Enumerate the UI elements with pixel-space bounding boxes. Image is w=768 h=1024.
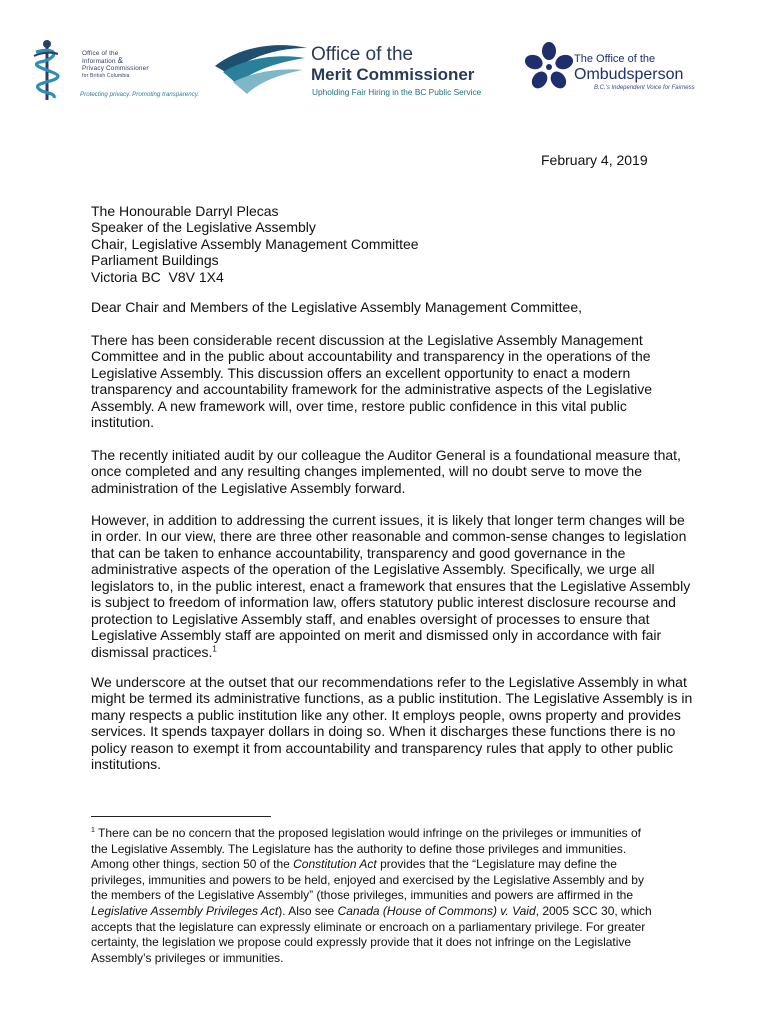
text-line: policy reason to exempt it from accountability and transparency rules that apply to other public <box>91 739 674 756</box>
text-line: institutions. <box>91 756 162 773</box>
oipc-logo <box>28 36 208 106</box>
address-line: Chair, Legislative Assembly Management Committee <box>91 235 419 252</box>
text-line: There has been considerable recent discussion at the Legislative Assembly Management <box>91 332 643 348</box>
address-line: Parliament Buildings <box>91 252 219 269</box>
merit-title-line2: Merit Commissioner <box>311 65 475 84</box>
text-line: administrative aspects of the operation of the Legislative Assembly. Specifically, we urge all <box>91 561 655 578</box>
address-line: Victoria BC V8V 1X4 <box>91 268 224 285</box>
footnote-mark: 1 <box>91 827 95 834</box>
text-line: However, in addition to addressing the current issues, it is likely that longer term changes will be <box>91 512 685 528</box>
footnote-line: certainty, the legislation we propose could expressly provide that it does not infringe on the Legislative <box>91 935 632 950</box>
text-line: Committee and in the public about accountability and transparency in the operations of the <box>91 348 651 365</box>
text-line: might be termed its administrative functions, as a public institution. The Legislative Assembly is in <box>91 690 693 707</box>
footnote-line: $^1$ There can be no concern that the proposed legislation would infringe on the privileges or immunities of <box>91 826 642 840</box>
text-line: We underscore at the outset that our recommendations refer to the Legislative Assembly in what <box>91 674 687 690</box>
text-line: administration of the Legislative Assembly forward. <box>91 479 406 496</box>
caduceus-icon <box>28 36 78 106</box>
swoosh-icon <box>213 40 308 100</box>
merit-commissioner-logo <box>213 40 493 100</box>
dogwood-flower-icon <box>524 42 574 92</box>
footnote-line: Assembly’s privileges or immunities. <box>91 950 284 965</box>
ombud-title-line2: Ombudsperson <box>574 66 684 83</box>
paragraph-4 <box>91 674 691 773</box>
text-line: Legislative Assembly staff are appointed on merit and dismissed only in accordance with fair <box>91 627 662 644</box>
footnote <box>91 826 652 966</box>
text-line: in order. In our view, there are three other reasonable and common-sense changes to legislation <box>91 528 687 545</box>
footnote-line: privileges, immunities and powers to be held, enjoyed and exercised by the Legislative Assembly and by <box>91 872 644 887</box>
text-line: many respects a public institution like any other. It employs people, owns property and provides <box>91 706 681 723</box>
text-line: Assembly. A new framework will, over time, restore public confidence in this vital public <box>91 397 627 414</box>
text-line: that can be taken to enhance accountability, transparency and good governance in the <box>91 544 626 561</box>
address-line: Speaker of the Legislative Assembly <box>91 219 316 236</box>
paragraph-1 <box>91 332 691 431</box>
letter-date: February 4, 2019 <box>541 152 648 168</box>
footnote-line: accepts that the legislature can expressly eliminate or encroach on a parliamentary privilege. For greater <box>91 919 646 934</box>
footnote-divider <box>91 816 271 817</box>
address-line: The Honourable Darryl Plecas <box>91 203 279 219</box>
text-line: transparency and accountability framework for the administrative aspects of the Legislative <box>91 381 653 398</box>
oipc-tagline: Protecting privacy. Promoting transparency. <box>80 91 200 98</box>
ombud-tagline: B.C.'s Independent Voice for Fairness <box>594 85 695 91</box>
footnote-reference[interactable]: 1 <box>212 643 217 653</box>
paragraph-3 <box>91 512 691 660</box>
text-line: Legislative Assembly. This discussion offers an excellent opportunity to enact a modern <box>91 364 631 381</box>
text-line: protection to Legislative Assembly staff, and enables oversight of processes to ensure that <box>91 610 650 627</box>
footnote-line: the members of the Legislative Assembly” (those privileges, immunities and powers are affirmed in the <box>91 888 634 903</box>
text-line: once completed and any resulting changes implemented, will no doubt serve to move the <box>91 463 642 480</box>
recipient-address <box>91 203 419 285</box>
paragraph-2 <box>91 447 691 496</box>
footnote-line: Among other things, section 50 of the Constitution Act provides that the “Legislature may define the <box>91 857 617 872</box>
text-line: institution. <box>91 414 155 431</box>
text-line: legislators to, in the public interest, enact a framework that ensures that the Legislative Assembly <box>91 577 691 594</box>
salutation: Dear Chair and Members of the Legislative Assembly Management Committee, <box>91 299 582 315</box>
merit-tagline: Upholding Fair Hiring in the BC Public Service <box>312 87 482 97</box>
text-line: services. It spends taxpayer dollars in doing so. When it discharges these functions there is no <box>91 723 676 740</box>
footnote-line: the Legislative Assembly. The Legislature has the authority to define those privileges and immunities. <box>91 841 627 856</box>
text-line: dismissal practices.$^1$ <box>91 643 217 660</box>
footnote-line: Legislative Assembly Privileges Act). Also see Canada (House of Commons) v. Vaid, 2005 SCC 30, which <box>91 903 652 918</box>
text-line: is subject to freedom of information law, offers statutory public interest disclosure recourse and <box>91 594 676 611</box>
ombudsperson-logo <box>522 38 722 98</box>
oipc-name: Office of the Information & Privacy Commissioner for British Columbia <box>82 50 149 79</box>
merit-title-line1: Office of the <box>311 44 414 65</box>
text-line: The recently initiated audit by our colleague the Auditor General is a foundational measure that, <box>91 447 681 463</box>
ombud-title-line1: The Office of the <box>574 53 656 65</box>
